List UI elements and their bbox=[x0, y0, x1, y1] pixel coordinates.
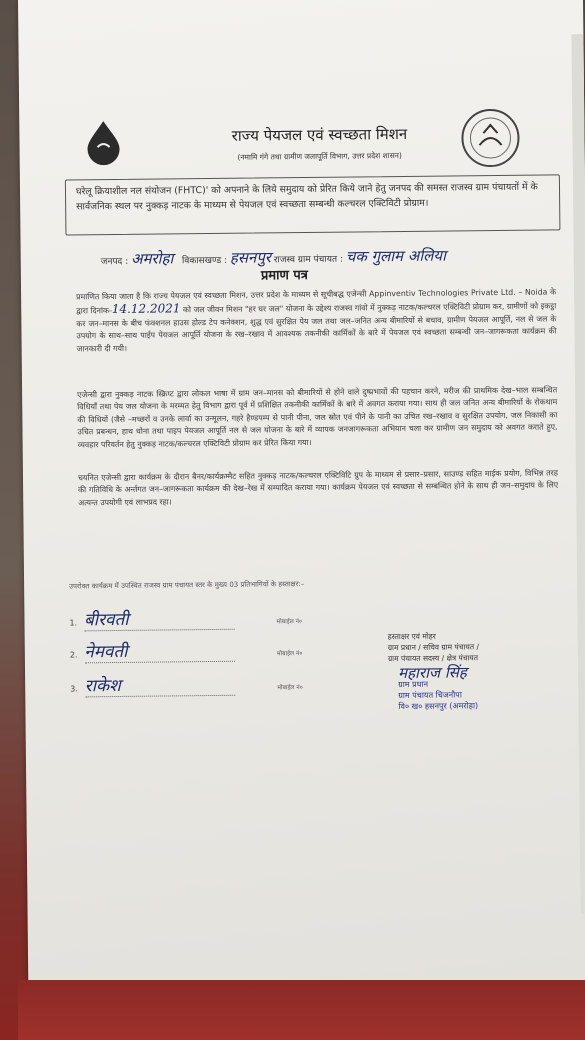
mission-subtitle: (नमामि गंगे तथा ग्रामीण जलापूर्ति विभाग, उत्तर प्रदेश शासन) bbox=[237, 150, 402, 162]
red-cloth-background bbox=[18, 980, 585, 1040]
paragraph-3: चयनित एजेन्सी द्वारा कार्यक्रम के दौरान बैनर/कार्यक्रम्मैट सहित नुक्कड़ नाटक/कल्चरल एक्टिविटि ग्रुप के माध्यम से प्रसार–प्रसार, साउण्ड सहित माईक प्रयोग, विभिन्न तरह की गतिविधि के अर्न्तगत जन–जागरूकता कार्यक्रम की देख–रेख में सम्पादित कराया गया। कार्यक्रम पेयजल एवं स्वच्छता से सम्बन्धित होने के साथ ही जन–समुदाय के लिए अत्यन्त उपयोगी एवं लाभप्रद रहा। bbox=[77, 468, 559, 508]
pradhan-signature: महाराज सिंह bbox=[397, 663, 467, 683]
stamp-line-3: वि० ख० हसनपुर (अमरोहा) bbox=[398, 701, 479, 712]
pradhan-stamp bbox=[397, 663, 548, 712]
program-date: 14.12.2021 bbox=[111, 301, 181, 317]
underlying-page-edge bbox=[571, 34, 585, 914]
district-value: अमरोहा bbox=[130, 249, 174, 268]
block-value: हसनपुर bbox=[229, 248, 272, 267]
participant-signature: राकेश bbox=[85, 672, 235, 698]
up-government-emblem bbox=[459, 107, 522, 170]
participants-note: उपरोक्त कार्यक्रम में उपस्थित राजस्व ग्राम पंचायत स्तर के मुख्य 03 प्रतिभागियों के हस्ताक्षर:– bbox=[69, 580, 305, 591]
stamp-line-2: ग्राम पंचायत चिजनौपा bbox=[398, 690, 462, 701]
village-value: चक गुलाम अलिया bbox=[345, 246, 447, 266]
mobile-label: मोबाईल नं० bbox=[277, 684, 303, 692]
paragraph-1-start: प्रमाणित किया जाता है कि राज्य पेयजल एवं स्वच्छता मिशन, उत्तर प्रदेश के माध्यम से सूचीबद्ध एजेन्सी Appinventiv Technologies Private Ltd. – Noida के द्वारा दिनांक- bbox=[76, 287, 557, 316]
authority-block bbox=[388, 629, 568, 664]
participant-signature: नेमवती bbox=[84, 638, 234, 664]
authority-line-2: ग्राम प्रधान / सचिव ग्राम पंचायत / bbox=[387, 642, 480, 653]
program-description-box: घरेलू क्रियाशील नल संयोजन (FHTC)' को अपनाने के लिये समुदाय को प्रेरित किये जाने हेतु जनपद की समस्त राजस्व ग्राम पंचायतों में के सार्वजनिक स्थल पर नुक्कड़ नाटक के माध्यम से पेयजल एवं स्वच्छता सम्बन्धी कल्चरल एक्टिविटी प्रोग्राम। bbox=[65, 174, 561, 235]
stamp-line-1: ग्राम प्रधान bbox=[398, 679, 429, 690]
paragraph-1-end: को जल जीवन मिशन "हर घर जल" योजना के उद्देश्य राजस्व गांवो में नुक्कड़ नाटक/कल्चरल एक्टिविटी प्रोग्राम कर, ग्रामीणों को इकट्ठा कर जन–मानस के बीच फंक्शनल हाउस होल्ड टेप कनेक्शन, शुद्ध एवं सुरक्षित पेय जल तथा जल–जनित अन्य बीमारियों से बचाव, ग्रामीण पेयजल आपूर्ति, नल से जल के उपयोग के साथ–साथ पाईप पेयजल आपूर्ति योजना के रख–रखाव में आवश्यक तकनीकी कार्मिकों के बारे में पेयजल एवं स्वच्छता सम्बन्धी जन–जागरूकता कार्यक्रम की जानकारी दी गयी। bbox=[76, 301, 557, 354]
participant-row bbox=[69, 605, 302, 631]
district-label: जनपद : bbox=[100, 256, 129, 268]
mission-title: राज्य पेयजल एवं स्वच्छता मिशन bbox=[231, 124, 408, 145]
document-sheet bbox=[18, 0, 585, 990]
authority-line-3: ग्राम पंचायत सदस्य / क्षेत्र पंचायत bbox=[387, 653, 479, 664]
participant-number: 1. bbox=[69, 618, 78, 628]
authority-line-1: हस्ताक्षर एवं मोहर bbox=[387, 631, 436, 642]
mobile-label: मोबाईल नं० bbox=[276, 650, 303, 658]
participant-row bbox=[70, 637, 303, 663]
mobile-label: मोबाईल नं० bbox=[276, 618, 303, 626]
paragraph-1 bbox=[76, 286, 557, 355]
village-label: राजस्व ग्राम पंचायत : bbox=[273, 254, 344, 266]
certificate-heading: प्रमाण पत्र bbox=[260, 267, 309, 284]
location-line bbox=[101, 244, 571, 269]
participant-number: 3. bbox=[70, 684, 78, 694]
participant-number: 2. bbox=[69, 650, 78, 660]
participant-row bbox=[70, 671, 303, 697]
participant-signature: बीरवती bbox=[84, 606, 234, 632]
paragraph-2: एजेन्सी द्वारा नुक्कड़ नाटक स्क्रिप्ट द्वारा लोकल भाषा में ग्राम जन–मानस को बीमारियों से होने वाले दुष्प्रभावों की पहचान करने, मरीज की प्राथमिक देख–भाल सम्बन्धित विधियाँ तथा पेय जल योजना के मरम्मत हेतु विभाग द्वारा पूर्व में प्रशिक्षित तकनीकी कार्मिकों के बारे में अवगत कराया गया। साथ ही जल जनित अन्य बीमारियों के रोकथाम की विधियों (जैसे –मच्छरों व उनके लार्वा का उन्मूलन, गहरे हैण्डपम्प से पानी पीना, जल स्रोत एवं पीने के पानी का उचित रख–रखाव व सुरक्षित उपयोग, जल निकासी का उचित प्रबन्धन, हाथ धोना तथा पाइप पेयजल आपूर्ति नल से जल योजना के बारे में व्यापक जनजागरूकता अभियान चला कर ग्रामीण जन समुदाय को अवगत कराते हुए, व्यवहार परिवर्तन हेतु नुक्कड़ नाटक/कल्चरल एक्टिविटी प्रोग्राम कर प्रेरित किया गया। bbox=[77, 385, 558, 450]
block-label: विकासखण्ड : bbox=[181, 255, 228, 267]
jal-jeevan-mission-logo bbox=[77, 117, 130, 176]
